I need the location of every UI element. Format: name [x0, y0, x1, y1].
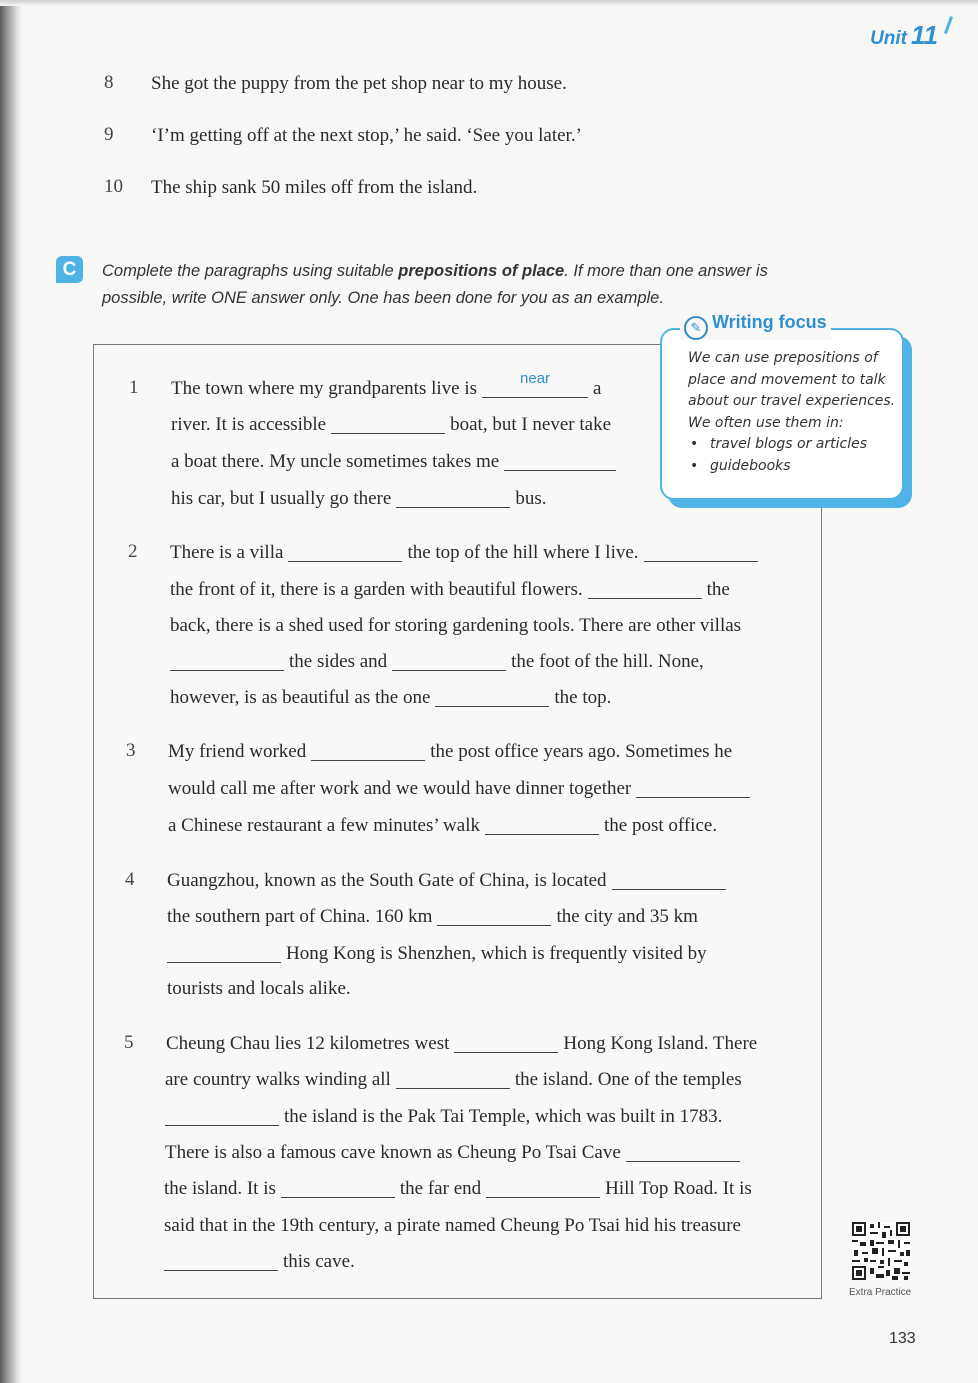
q3-text: the post office years ago. Sometimes he: [430, 741, 733, 762]
qr-code-icon[interactable]: [852, 1222, 910, 1280]
q4-number: 4: [125, 869, 135, 890]
q5-line-3: [165, 1106, 722, 1128]
answer-blank[interactable]: [311, 741, 425, 761]
answer-blank[interactable]: [396, 1069, 510, 1089]
answer-blank[interactable]: [392, 651, 506, 671]
answer-blank[interactable]: [612, 870, 726, 890]
q1-text: bus.: [515, 488, 547, 509]
answer-blank[interactable]: [486, 1178, 600, 1198]
unit-tick-decoration: [944, 16, 953, 34]
instruction-text: Complete the paragraphs using suitable: [102, 262, 399, 280]
q2-line-5: [170, 687, 611, 709]
q1-line-3: [171, 451, 621, 473]
unit-word: Unit: [870, 28, 907, 49]
instruction-line-2: possible, write ONE answer only. One has been done for you as an example.: [102, 289, 664, 307]
answer-blank[interactable]: [331, 414, 445, 434]
example-answer: near: [520, 370, 551, 387]
answer-blank[interactable]: [482, 370, 588, 398]
q2-text: the front of it, there is a garden with beautiful flowers.: [170, 579, 583, 600]
q3-text: a Chinese restaurant a few minutes’ walk: [168, 815, 480, 836]
answer-blank[interactable]: [435, 687, 549, 707]
q3-text: would call me after work and we would have dinner together: [168, 778, 632, 799]
wf-bullet-1: • travel blogs or articles: [688, 434, 898, 456]
answer-blank[interactable]: [165, 1106, 279, 1126]
q5-text: the island. One of the temples: [514, 1069, 742, 1090]
q4-line-3: [167, 943, 707, 965]
answer-blank[interactable]: [396, 488, 510, 508]
q1-text: The town where my grandparents live is: [171, 378, 478, 399]
writing-focus-body: [688, 348, 898, 477]
writing-focus-title-text: Writing focus: [712, 312, 827, 332]
q5-text: the island is the Pak Tai Temple, which was built in 1783.: [284, 1106, 723, 1127]
q2-line-2: [170, 579, 730, 601]
q1-line-2: [171, 414, 611, 436]
q3-line-3: [168, 815, 717, 837]
q5-line-2: [165, 1069, 742, 1091]
q2-number: 2: [128, 541, 138, 562]
book-spine-shadow: [0, 0, 22, 1383]
q5-text: Cheung Chau lies 12 kilometres west: [166, 1033, 450, 1054]
q3-line-1: [168, 741, 732, 763]
writing-focus-callout: [660, 312, 912, 505]
q4-text: Hong Kong is Shenzhen, which is frequently visited by: [286, 943, 707, 964]
answer-blank[interactable]: [288, 542, 402, 562]
q2-text: the sides and: [289, 651, 388, 672]
q3-number: 3: [126, 740, 136, 761]
item-8-number: 8: [104, 72, 114, 93]
qr-label: Extra Practice: [849, 1287, 912, 1298]
q2-text: the top of the hill where I live.: [407, 542, 639, 563]
answer-blank[interactable]: [164, 1251, 278, 1271]
q4-line-1: [167, 870, 731, 892]
q3-text: the post office.: [603, 815, 718, 836]
pen-icon: ✎: [684, 316, 708, 340]
instruction-bold: prepositions of place: [398, 262, 565, 280]
q5-line-4: [165, 1142, 745, 1164]
q5-number: 5: [124, 1032, 134, 1053]
item-8-text: She got the puppy from the pet shop near to my house.: [151, 73, 567, 94]
unit-label: [870, 20, 938, 51]
q2-text: however, is as beautiful as the one: [170, 687, 431, 708]
q1-text: river. It is accessible: [171, 414, 327, 435]
q1-text: a: [593, 378, 602, 399]
page-number: 133: [889, 1330, 916, 1347]
section-c-badge: C: [56, 256, 83, 283]
answer-blank[interactable]: [485, 815, 599, 835]
wf-line-4: We often use them in:: [688, 414, 844, 431]
answer-blank[interactable]: [636, 778, 750, 798]
wf-bullet-2: • guidebooks: [688, 456, 898, 478]
q5-text: There is also a famous cave known as Cheung Po Tsai Cave: [165, 1142, 621, 1163]
writing-focus-title: [680, 312, 831, 340]
q2-text: the foot of the hill. None,: [511, 651, 704, 672]
q1-text: a boat there. My uncle sometimes takes me: [171, 451, 500, 472]
item-10-number: 10: [104, 176, 123, 197]
q5-line-5: [164, 1178, 752, 1200]
wf-line-1: We can use prepositions of: [688, 350, 878, 366]
instruction-text-after: . If more than one answer is: [564, 262, 768, 280]
answer-blank[interactable]: [454, 1033, 558, 1053]
answer-blank[interactable]: [588, 579, 702, 599]
q2-text: the: [706, 579, 730, 600]
item-10-text: The ship sank 50 miles off from the island.: [151, 177, 478, 198]
answer-blank[interactable]: [170, 651, 284, 671]
answer-blank[interactable]: [281, 1178, 395, 1198]
q3-text: My friend worked: [168, 741, 307, 762]
q4-text: Guangzhou, known as the South Gate of China, is located: [167, 870, 607, 891]
q5-text: the island. It is: [164, 1178, 276, 1199]
q1-line-1: [171, 370, 602, 400]
q5-line-7: [164, 1251, 355, 1273]
q2-text: There is a villa: [170, 542, 284, 563]
q5-text: this cave.: [283, 1251, 355, 1272]
q3-line-2: [168, 778, 755, 800]
q1-text: boat, but I never take: [450, 414, 612, 435]
q2-line-1: [170, 542, 763, 564]
q5-text: are country walks winding all: [165, 1069, 391, 1090]
answer-blank[interactable]: [626, 1142, 740, 1162]
q5-line-1: [166, 1033, 757, 1055]
q5-text: Hong Kong Island. There: [563, 1033, 758, 1054]
page-top-shadow: [0, 0, 978, 6]
answer-blank[interactable]: [437, 906, 551, 926]
q1-line-4: [171, 488, 546, 510]
wf-line-3: about our travel experiences.: [688, 393, 896, 409]
answer-blank[interactable]: [644, 542, 758, 562]
instruction-line-1: [102, 262, 768, 281]
q5-text: the far end: [399, 1178, 482, 1199]
q5-text: Hill Top Road. It is: [605, 1178, 752, 1199]
item-9-text: ‘I’m getting off at the next stop,’ he said. ‘See you later.’: [151, 125, 582, 146]
item-9-number: 9: [104, 124, 114, 145]
q1-number: 1: [129, 377, 139, 398]
answer-blank[interactable]: [167, 943, 281, 963]
answer-blank[interactable]: [504, 451, 616, 471]
q4-text: the southern part of China. 160 km: [167, 906, 433, 927]
q2-text: the top.: [554, 687, 612, 708]
q2-line-4: [170, 651, 704, 673]
q2-line-3: back, there is a shed used for storing gardening tools. There are other villas: [170, 615, 742, 636]
unit-number: 11: [911, 20, 938, 50]
q4-line-4: tourists and locals alike.: [167, 978, 351, 999]
q4-text: the city and 35 km: [556, 906, 698, 927]
q4-line-2: [167, 906, 698, 928]
q1-text: his car, but I usually go there: [171, 488, 392, 509]
wf-line-2: place and movement to talk: [688, 371, 886, 388]
q5-line-6: said that in the 19th century, a pirate named Cheung Po Tsai hid his treasure: [164, 1215, 741, 1236]
